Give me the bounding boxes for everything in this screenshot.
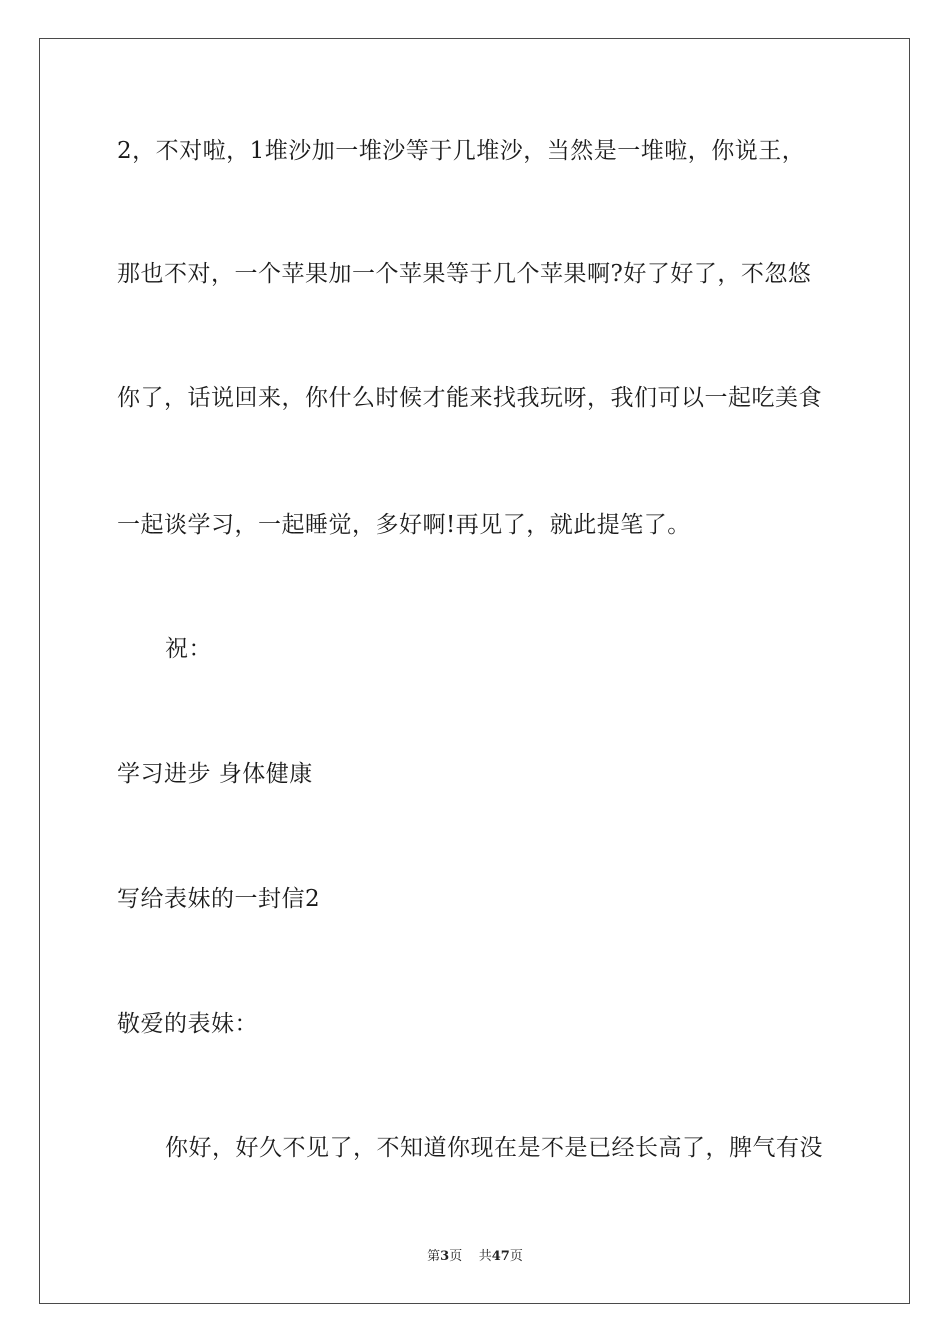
salutation: 敬爱的表妹：: [117, 1011, 258, 1037]
page-prefix: 第: [427, 1249, 441, 1264]
page-number: 3: [440, 1249, 450, 1264]
body-line-5: 你好，好久不见了，不知道你现在是不是已经长高了，脾气有没: [165, 1135, 823, 1161]
total-suffix: 页: [509, 1249, 523, 1264]
blessing-wish: 学习进步 身体健康: [117, 761, 313, 787]
letter-title: 写给表妹的一封信2: [117, 886, 321, 912]
total-pages: 47: [491, 1249, 510, 1264]
body-line-2: 那也不对，一个苹果加一个苹果等于几个苹果啊?好了好了，不忽悠: [117, 261, 812, 287]
body-line-3: 你了，话说回来，你什么时候才能来找我玩呀，我们可以一起吃美食: [117, 385, 822, 411]
body-line-1: 2，不对啦，1堆沙加一堆沙等于几堆沙，当然是一堆啦，你说王，: [117, 138, 806, 164]
page-suffix: 页: [449, 1249, 463, 1264]
blessing-line: 祝：: [165, 636, 212, 662]
body-line-4: 一起谈学习，一起睡觉，多好啊!再见了，就此提笔了。: [117, 512, 691, 538]
total-prefix: 共: [478, 1249, 492, 1264]
page-border: [39, 38, 910, 1304]
page-footer: [0, 1248, 950, 1266]
